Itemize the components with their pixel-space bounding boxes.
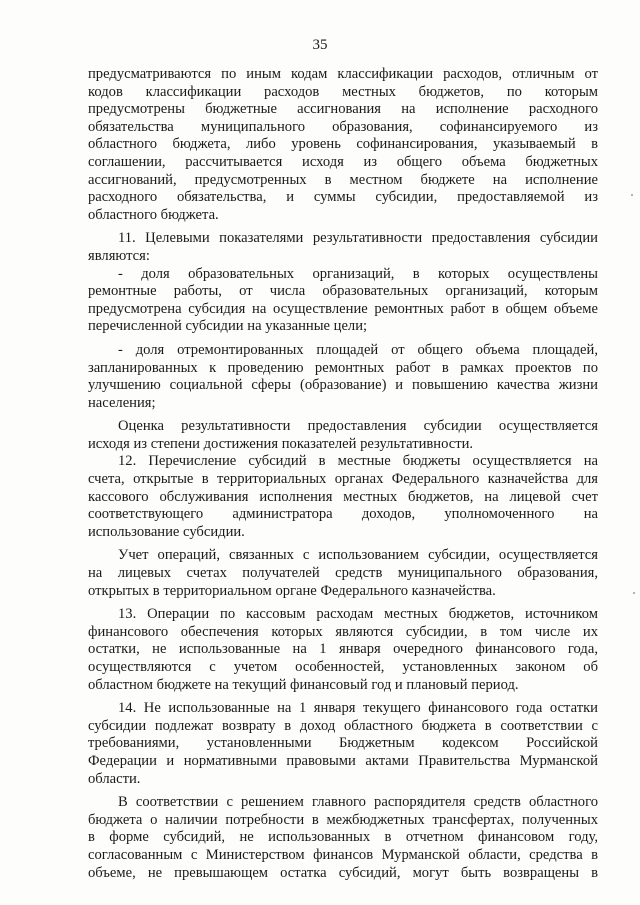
text-line: открытых в территориальном органе Федерального казначейства. bbox=[88, 582, 496, 599]
text-line: 11. Целевыми показателями результативности предоставления субсидии bbox=[118, 230, 598, 247]
text-line: кодов классификации расходов местных бюджетов, по которым bbox=[88, 83, 598, 100]
text-line: остатки, не использованные на 1 января очередного финансового года, bbox=[88, 641, 598, 658]
page-number: 35 bbox=[312, 37, 328, 53]
text-line: перечисленной субсидии на указанные цели; bbox=[88, 318, 368, 335]
text-line: требованиями, установленными Бюджетным кодексом Российской bbox=[88, 735, 598, 752]
text-line: соглашении, рассчитывается исходя из общего объема бюджетных bbox=[88, 153, 598, 170]
paragraph bbox=[88, 230, 598, 265]
text-line: областного бюджета, либо уровень софинансирования, указываемый в bbox=[88, 136, 598, 153]
paragraph bbox=[88, 418, 598, 453]
text-line: соответствующего администратора доходов, уполномоченного на bbox=[88, 506, 598, 523]
text-line: исходя из степени достижения показателей результативности. bbox=[88, 435, 474, 452]
text-line: предусмотрены бюджетные ассигнования на исполнение расходного bbox=[88, 101, 598, 118]
paragraph bbox=[88, 342, 598, 412]
scan-artifact bbox=[631, 194, 633, 196]
text-line: на лицевых счетах получателей средств муниципального образования, bbox=[88, 565, 598, 582]
paragraph bbox=[88, 266, 598, 336]
text-line: области. bbox=[88, 770, 141, 787]
paragraph bbox=[88, 700, 598, 788]
text-line: объеме, не превышающем остатка субсидий, могут быть возвращены в bbox=[88, 864, 598, 881]
text-line: 12. Перечисление субсидий в местные бюджеты осуществляется на bbox=[118, 453, 598, 470]
paragraph bbox=[88, 606, 598, 694]
text-line: в форме субсидий, не использованных в отчетном финансовом году, bbox=[88, 829, 598, 846]
text-line: использование субсидии. bbox=[88, 523, 245, 540]
text-line: областного бюджета. bbox=[88, 206, 219, 223]
text-line: финансового обеспечения которых являются субсидии, в том числе их bbox=[88, 623, 598, 640]
paragraph bbox=[88, 453, 598, 541]
text-line: счета, открытые в территориальных органах Федерального казначейства для bbox=[88, 471, 598, 488]
scan-artifact bbox=[633, 592, 635, 594]
text-line: запланированных к проведению ремонтных работ в рамках проектов по bbox=[88, 359, 598, 376]
text-line: обязательства муниципального образования, софинансируемого из bbox=[88, 118, 598, 135]
text-line: расходного обязательства, и суммы субсидии, предоставляемой из bbox=[88, 189, 598, 206]
text-line: В соответствии с решением главного распорядителя средств областного bbox=[118, 794, 598, 811]
text-line: являются: bbox=[88, 247, 150, 264]
text-line: согласованным с Министерством финансов Мурманской области, средства в bbox=[88, 846, 598, 863]
text-line: Оценка результативности предоставления субсидии осуществляется bbox=[118, 418, 598, 435]
text-line: предусмотрена субсидия на осуществление ремонтных работ в общем объеме bbox=[88, 300, 598, 317]
text-line: населения; bbox=[88, 394, 156, 411]
text-line: 14. Не использованные на 1 января текущего финансового года остатки bbox=[118, 700, 598, 717]
paragraph bbox=[88, 794, 598, 882]
text-line: - доля отремонтированных площадей от общего объема площадей, bbox=[118, 341, 598, 358]
paragraph bbox=[88, 66, 598, 224]
text-line: Федерации и нормативными правовыми актами Правительства Мурманской bbox=[88, 752, 598, 769]
document-body bbox=[88, 66, 598, 888]
text-line: ремонтные работы, от числа образовательных организаций, которым bbox=[88, 283, 598, 300]
text-line: кассового обслуживания исполнения местных бюджетов, на лицевой счет bbox=[88, 488, 598, 505]
text-line: предусматриваются по иным кодам классификации расходов, отличным от bbox=[88, 66, 598, 82]
text-line: 13. Операции по кассовым расходам местных бюджетов, источником bbox=[118, 606, 598, 623]
text-line: улучшению социальной сферы (образование) и повышению качества жизни bbox=[88, 377, 598, 394]
paragraph bbox=[88, 547, 598, 600]
text-line: субсидии подлежат возврату в доход областного бюджета в соответствии с bbox=[88, 717, 598, 734]
text-line: областном бюджете на текущий финансовый год и плановый период. bbox=[88, 676, 519, 693]
text-line: осуществляются с учетом особенностей, установленных законом об bbox=[88, 659, 598, 675]
text-line: ассигнований, предусмотренных в местном бюджете на исполнение bbox=[88, 171, 598, 188]
text-line: - доля образовательных организаций, в которых осуществлены bbox=[118, 265, 598, 282]
text-line: Учет операций, связанных с использованием субсидии, осуществляется bbox=[118, 547, 598, 564]
text-line: бюджета о наличии потребности в межбюджетных трансфертах, полученных bbox=[88, 811, 598, 828]
